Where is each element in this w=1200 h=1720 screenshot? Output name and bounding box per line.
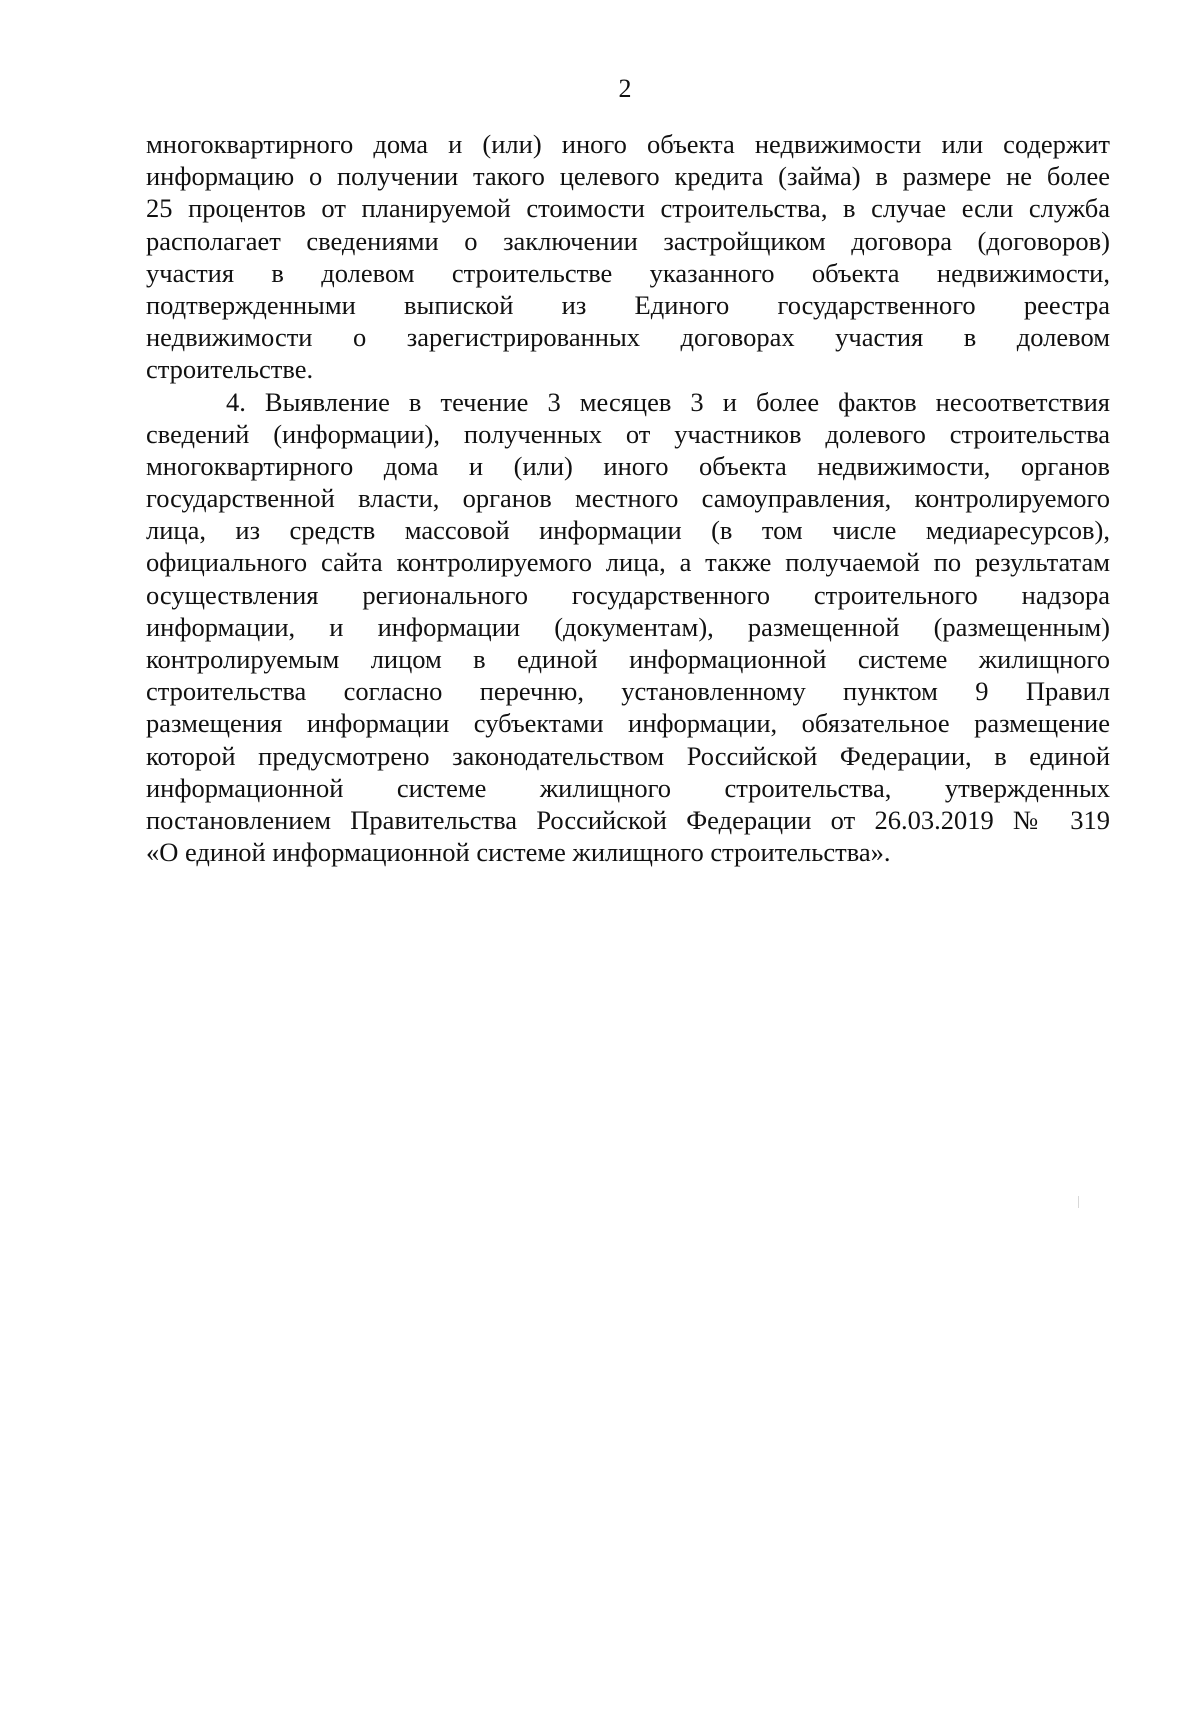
paragraph-continued — [146, 128, 1110, 386]
text-line: лица, из средств массовой информации (в том числе медиаресурсов), — [146, 515, 1110, 546]
text-line: государственной власти, органов местного самоуправления, контролируемого — [146, 483, 1110, 514]
text-line: многоквартирного дома и (или) иного объекта недвижимости или содержит — [146, 129, 1110, 159]
text-line: контролируемым лицом в единой информационной системе жилищного — [146, 644, 1110, 674]
text-line: располагает сведениями о заключении застройщиком договора (договоров) — [146, 225, 1110, 256]
text-line: участия в долевом строительстве указанного объекта недвижимости, — [146, 257, 1110, 288]
scan-artifact — [1078, 1196, 1079, 1208]
document-body — [146, 128, 1110, 868]
text-line: 4. Выявление в течение 3 месяцев 3 и более фактов несоответствия — [226, 386, 1110, 417]
text-line: недвижимости о зарегистрированных договорах участия в долевом — [146, 322, 1110, 353]
text-line: строительстве. — [146, 354, 314, 385]
text-line: информацию о получении такого целевого кредита (займа) в размере не более — [146, 161, 1110, 192]
text-line: 25 процентов от планируемой стоимости строительства, в случае если служба — [146, 193, 1110, 224]
text-line: информационной системе жилищного строительства, утвержденных — [146, 772, 1110, 803]
text-line: которой предусмотрено законодательством Российской Федерации, в единой — [146, 740, 1110, 771]
text-line: подтвержденными выпиской из Единого государственного реестра — [146, 289, 1110, 320]
text-line: многоквартирного дома и (или) иного объекта недвижимости, органов — [146, 450, 1110, 481]
text-line: сведений (информации), полученных от участников долевого строительства — [146, 418, 1110, 449]
text-line: строительства согласно перечню, установленному пунктом 9 Правил — [146, 676, 1110, 707]
text-line: постановлением Правительства Российской Федерации от 26.03.2019 № 319 — [146, 804, 1110, 835]
text-line: «О единой информационной системе жилищного строительства». — [146, 837, 891, 868]
text-line: информации, и информации (документам), размещенной (размещенным) — [146, 611, 1110, 642]
paragraph-item-4 — [146, 386, 1110, 869]
page-number: 2 — [618, 74, 632, 103]
text-line: осуществления регионального государственного строительного надзора — [146, 579, 1110, 610]
text-line: официального сайта контролируемого лица, а также получаемой по результатам — [146, 547, 1110, 578]
text-line: размещения информации субъектами информации, обязательное размещение — [146, 708, 1110, 739]
